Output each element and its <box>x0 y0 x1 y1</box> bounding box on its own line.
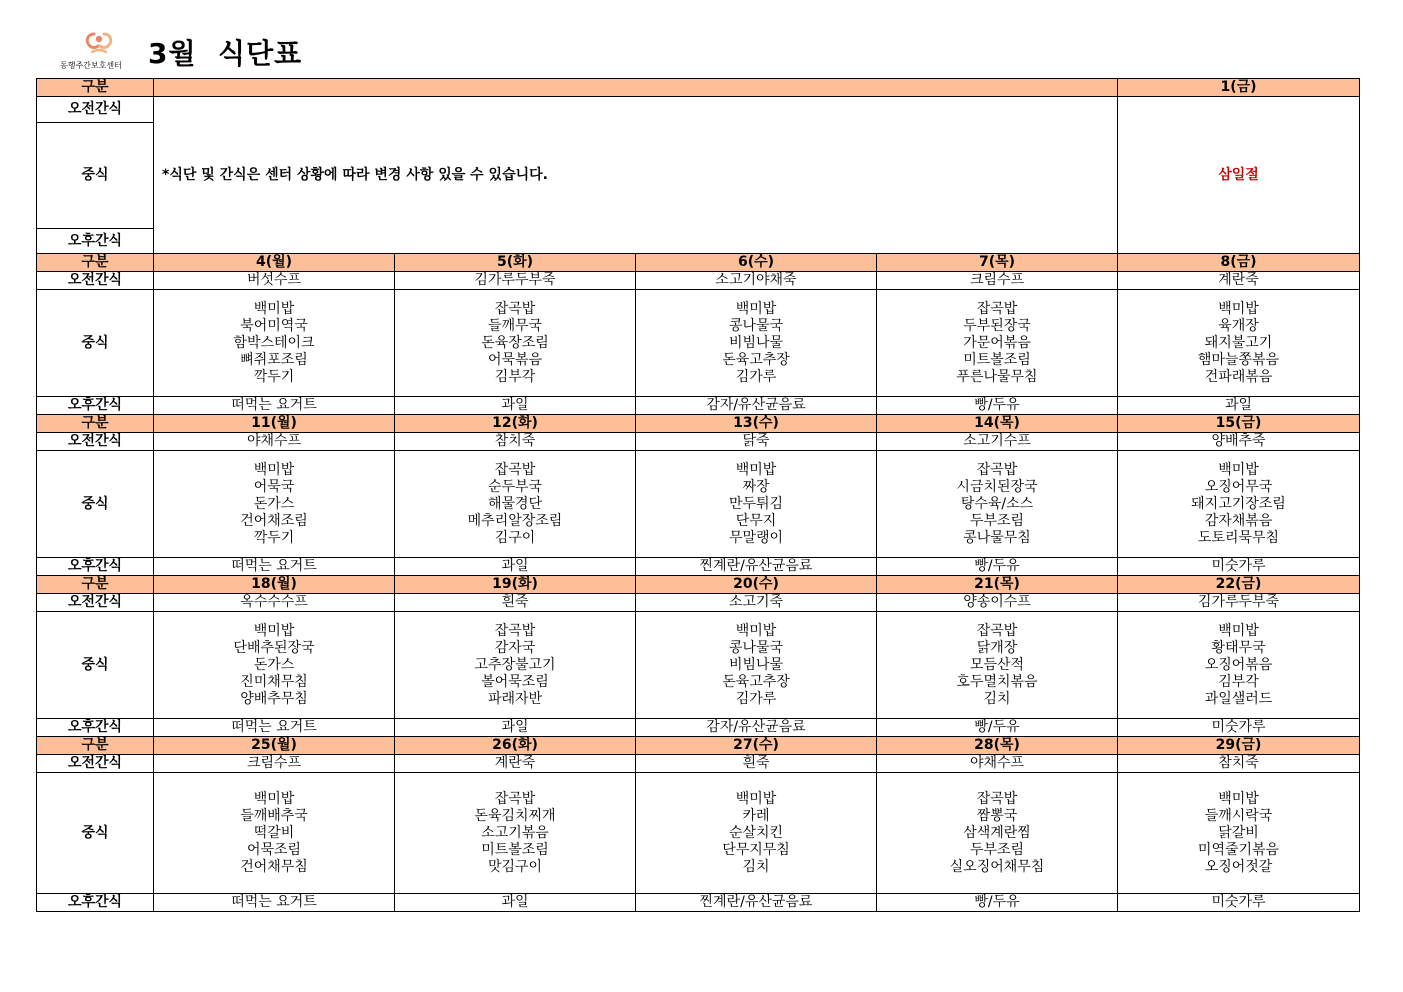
afternoon-snack-cell: 떠먹는 요거트 <box>154 719 395 737</box>
lunch-cell <box>1118 451 1360 558</box>
morning-snack-cell: 김가루두부죽 <box>1118 594 1360 612</box>
dish-item: 들깨시락국 <box>1204 807 1273 824</box>
lunch-cell <box>154 290 395 397</box>
dish-item: 백미밥 <box>1218 790 1259 807</box>
dish-item: 백미밥 <box>253 300 295 317</box>
dish-item: 돈가스 <box>253 495 295 512</box>
afternoon-snack-cell: 미숫가루 <box>1118 558 1360 576</box>
morning-snack-cell: 버섯수프 <box>154 272 395 290</box>
dish-item: 만두튀김 <box>728 495 784 512</box>
morning-snack-label: 오전간식 <box>37 433 154 451</box>
day-header: 5(화) <box>395 254 636 272</box>
dish-item: 잡곡밥 <box>976 790 1018 807</box>
lunch-cell <box>154 451 395 558</box>
dish-item: 카레 <box>742 807 770 824</box>
dish-item: 백미밥 <box>735 622 777 639</box>
afternoon-snack-cell: 미숫가루 <box>1118 894 1360 912</box>
week-4-lunch-row <box>37 773 1360 894</box>
morning-snack-cell: 크림수프 <box>877 272 1118 290</box>
dish-item: 파래자반 <box>487 690 543 707</box>
category-label: 구분 <box>37 576 154 594</box>
dish-item: 콩나물무침 <box>963 529 1031 546</box>
week-4-morning-row <box>37 755 1360 773</box>
dish-item: 무말랭이 <box>728 529 784 546</box>
dish-item: 잡곡밥 <box>494 461 536 478</box>
blank-days-cell <box>154 79 1118 97</box>
dish-item: 볼어묵조림 <box>481 673 549 690</box>
dish-item: 들깨배추국 <box>240 807 308 824</box>
week-2-morning-row <box>37 433 1360 451</box>
dish-item: 돼지고기장조림 <box>1191 495 1286 512</box>
lunch-label: 중식 <box>37 123 154 229</box>
dish-item: 짜장 <box>742 478 770 495</box>
day-header: 18(월) <box>154 576 395 594</box>
morning-snack-cell: 소고기수프 <box>877 433 1118 451</box>
afternoon-snack-cell: 미숫가루 <box>1118 719 1360 737</box>
dish-item: 떡갈비 <box>253 824 295 841</box>
category-label: 구분 <box>37 79 154 97</box>
dish-item: 오징어젓갈 <box>1204 858 1273 875</box>
category-label: 구분 <box>37 737 154 755</box>
meal-plan-table <box>36 78 1360 912</box>
afternoon-snack-cell: 감자/유산균음료 <box>636 397 877 415</box>
page-header <box>60 28 660 76</box>
day-header: 1(금) <box>1118 79 1360 97</box>
org-name: 동행주간보호센터 <box>60 61 122 70</box>
dish-item: 두부된장국 <box>963 317 1031 334</box>
dish-item: 건어채무침 <box>240 858 308 875</box>
dish-item: 콩나물국 <box>728 317 784 334</box>
lunch-cell <box>877 773 1118 894</box>
morning-snack-cell: 계란죽 <box>395 755 636 773</box>
day-header: 22(금) <box>1118 576 1360 594</box>
week-1-morning-row <box>37 272 1360 290</box>
afternoon-snack-cell: 찐계란/유산균음료 <box>636 894 877 912</box>
dish-item: 순두부국 <box>487 478 543 495</box>
dish-item: 김가루 <box>735 368 777 385</box>
morning-snack-cell: 소고기야채죽 <box>636 272 877 290</box>
afternoon-snack-cell: 찐계란/유산균음료 <box>636 558 877 576</box>
lunch-label: 중식 <box>37 451 154 558</box>
dish-item: 김부각 <box>494 368 536 385</box>
lunch-label: 중식 <box>37 773 154 894</box>
morning-snack-label: 오전간식 <box>37 594 154 612</box>
dish-item: 오징어볶음 <box>1204 656 1273 673</box>
afternoon-snack-cell: 과일 <box>395 397 636 415</box>
dish-item: 잡곡밥 <box>494 790 536 807</box>
day-header: 27(수) <box>636 737 877 755</box>
dish-item: 육개장 <box>1218 317 1259 334</box>
lunch-cell <box>154 773 395 894</box>
day-header: 11(월) <box>154 415 395 433</box>
afternoon-snack-cell: 감자/유산균음료 <box>636 719 877 737</box>
dish-item: 탕수육/소스 <box>960 495 1034 512</box>
week-2-header-row <box>37 415 1360 433</box>
lunch-cell <box>1118 612 1360 719</box>
dish-item: 어묵조림 <box>246 841 302 858</box>
day-header: 4(월) <box>154 254 395 272</box>
dish-item: 맛김구이 <box>487 858 543 875</box>
day-header: 28(목) <box>877 737 1118 755</box>
dish-item: 돈가스 <box>253 656 295 673</box>
lunch-cell <box>395 773 636 894</box>
dish-item: 백미밥 <box>735 300 777 317</box>
week-2-lunch-row <box>37 451 1360 558</box>
afternoon-snack-cell: 떠먹는 요거트 <box>154 558 395 576</box>
dish-item: 메추리알장조림 <box>467 512 563 529</box>
dish-item: 짬뽕국 <box>976 807 1018 824</box>
dish-item: 실오징어채무침 <box>949 858 1045 875</box>
morning-snack-cell: 흰죽 <box>636 755 877 773</box>
week-0-header-row <box>37 79 1360 97</box>
dish-item: 뼈쥐포조림 <box>240 351 308 368</box>
lunch-cell <box>636 290 877 397</box>
afternoon-snack-cell: 빵/두유 <box>877 894 1118 912</box>
dish-item: 닭개장 <box>976 639 1018 656</box>
morning-snack-cell: 옥수수수프 <box>154 594 395 612</box>
lunch-label: 중식 <box>37 290 154 397</box>
week-3-lunch-row <box>37 612 1360 719</box>
afternoon-snack-cell: 빵/두유 <box>877 397 1118 415</box>
dish-item: 잡곡밥 <box>976 622 1018 639</box>
morning-snack-cell: 크림수프 <box>154 755 395 773</box>
day-header: 13(수) <box>636 415 877 433</box>
afternoon-snack-cell: 빵/두유 <box>877 719 1118 737</box>
morning-snack-label: 오전간식 <box>37 755 154 773</box>
dish-item: 깍두기 <box>253 368 295 385</box>
dish-item: 콩나물국 <box>728 639 784 656</box>
day-header: 7(목) <box>877 254 1118 272</box>
week-1-afternoon-row <box>37 397 1360 415</box>
dish-item: 호두멸치볶음 <box>956 673 1038 690</box>
afternoon-snack-label: 오후간식 <box>37 558 154 576</box>
morning-snack-cell: 흰죽 <box>395 594 636 612</box>
morning-snack-label: 오전간식 <box>37 97 154 123</box>
dish-item: 함박스테이크 <box>233 334 315 351</box>
dish-item: 어묵국 <box>253 478 295 495</box>
dish-item: 백미밥 <box>1218 300 1259 317</box>
dish-item: 두부조림 <box>969 512 1025 529</box>
day-header: 26(화) <box>395 737 636 755</box>
dish-item: 돈육고추장 <box>722 673 790 690</box>
dish-item: 닭갈비 <box>1218 824 1259 841</box>
dish-item: 단무지무침 <box>722 841 790 858</box>
morning-snack-cell: 양송이수프 <box>877 594 1118 612</box>
day-header: 25(월) <box>154 737 395 755</box>
lunch-cell <box>877 290 1118 397</box>
afternoon-snack-cell: 과일 <box>395 558 636 576</box>
category-label: 구분 <box>37 254 154 272</box>
dish-item: 김가루 <box>735 690 777 707</box>
dish-item: 미트볼조림 <box>963 351 1031 368</box>
dish-item: 백미밥 <box>1218 461 1259 478</box>
week-3-morning-row <box>37 594 1360 612</box>
afternoon-snack-cell: 떠먹는 요거트 <box>154 397 395 415</box>
dish-item: 단무지 <box>735 512 777 529</box>
dish-item: 시금치된장국 <box>956 478 1038 495</box>
dish-item: 푸른나물무침 <box>956 368 1038 385</box>
dish-item: 순살치킨 <box>728 824 784 841</box>
dish-item: 미역줄기볶음 <box>1197 841 1280 858</box>
lunch-cell <box>636 451 877 558</box>
dish-item: 오징어무국 <box>1204 478 1273 495</box>
lunch-cell <box>877 451 1118 558</box>
notice-text: *식단 및 간식은 센터 상황에 따라 변경 사항 있을 수 있습니다. <box>154 97 1118 254</box>
morning-snack-cell: 계란죽 <box>1118 272 1360 290</box>
week-3-afternoon-row <box>37 719 1360 737</box>
day-header: 8(금) <box>1118 254 1360 272</box>
day-header: 29(금) <box>1118 737 1360 755</box>
dish-item: 돈육고추장 <box>722 351 790 368</box>
dish-item: 햄마늘쫑볶음 <box>1197 351 1280 368</box>
morning-snack-cell: 참치죽 <box>1118 755 1360 773</box>
week-3-header-row <box>37 576 1360 594</box>
center-logo <box>60 28 140 76</box>
dish-item: 김치 <box>983 690 1011 707</box>
day-header: 12(화) <box>395 415 636 433</box>
lunch-cell <box>154 612 395 719</box>
morning-snack-cell: 야채수프 <box>154 433 395 451</box>
day-header: 21(목) <box>877 576 1118 594</box>
dish-item: 과일샐러드 <box>1204 690 1273 707</box>
dish-item: 어묵볶음 <box>487 351 543 368</box>
dish-item: 모듬산적 <box>969 656 1025 673</box>
morning-snack-cell: 야채수프 <box>877 755 1118 773</box>
week-1-header-row <box>37 254 1360 272</box>
dish-item: 양배추무침 <box>240 690 308 707</box>
week-4-header-row <box>37 737 1360 755</box>
lunch-cell <box>1118 773 1360 894</box>
afternoon-snack-label: 오후간식 <box>37 229 154 254</box>
logo-icon <box>82 30 116 56</box>
dish-item: 건파래볶음 <box>1204 368 1273 385</box>
dish-item: 소고기볶음 <box>481 824 549 841</box>
dish-item: 돼지불고기 <box>1204 334 1273 351</box>
week-0-morning-row <box>37 97 1360 123</box>
dish-item: 돈육김치찌개 <box>474 807 556 824</box>
afternoon-snack-cell: 과일 <box>1118 397 1360 415</box>
dish-item: 가문어볶음 <box>963 334 1031 351</box>
dish-item: 고추장불고기 <box>474 656 556 673</box>
dish-item: 삼색계란찜 <box>963 824 1031 841</box>
dish-item: 들깨무국 <box>487 317 543 334</box>
dish-item: 백미밥 <box>253 461 295 478</box>
day-header: 15(금) <box>1118 415 1360 433</box>
morning-snack-cell: 참치죽 <box>395 433 636 451</box>
dish-item: 백미밥 <box>253 790 295 807</box>
morning-snack-cell: 김가루두부죽 <box>395 272 636 290</box>
dish-item: 미트볼조림 <box>481 841 549 858</box>
dish-item: 건어채조림 <box>240 512 308 529</box>
morning-snack-label: 오전간식 <box>37 272 154 290</box>
dish-item: 잡곡밥 <box>976 300 1018 317</box>
dish-item: 잡곡밥 <box>976 461 1018 478</box>
dish-item: 백미밥 <box>735 790 777 807</box>
afternoon-snack-label: 오후간식 <box>37 719 154 737</box>
dish-item: 깍두기 <box>253 529 295 546</box>
dish-item: 백미밥 <box>1218 622 1259 639</box>
dish-item: 감자국 <box>494 639 536 656</box>
dish-item: 잡곡밥 <box>494 622 536 639</box>
week-2-afternoon-row <box>37 558 1360 576</box>
day-header: 19(화) <box>395 576 636 594</box>
dish-item: 백미밥 <box>735 461 777 478</box>
dish-item: 감자채볶음 <box>1204 512 1273 529</box>
category-label: 구분 <box>37 415 154 433</box>
dish-item: 두부조림 <box>969 841 1025 858</box>
dish-item: 비빔나물 <box>728 334 784 351</box>
afternoon-snack-cell: 떠먹는 요거트 <box>154 894 395 912</box>
morning-snack-cell: 양배추죽 <box>1118 433 1360 451</box>
dish-item: 황태무국 <box>1211 639 1266 656</box>
lunch-cell <box>636 773 877 894</box>
afternoon-snack-cell: 과일 <box>395 719 636 737</box>
week-4-afternoon-row <box>37 894 1360 912</box>
lunch-cell <box>395 290 636 397</box>
dish-item: 해물경단 <box>487 495 543 512</box>
dish-item: 도토리묵무침 <box>1197 529 1280 546</box>
dish-item: 김구이 <box>494 529 536 546</box>
dish-item: 진미채무침 <box>240 673 308 690</box>
dish-item: 북어미역국 <box>240 317 308 334</box>
dish-item: 김치 <box>742 858 770 875</box>
afternoon-snack-cell: 과일 <box>395 894 636 912</box>
lunch-label: 중식 <box>37 612 154 719</box>
dish-item: 돈육장조림 <box>481 334 549 351</box>
day-header: 6(수) <box>636 254 877 272</box>
day-header: 20(수) <box>636 576 877 594</box>
lunch-cell <box>877 612 1118 719</box>
lunch-cell <box>636 612 877 719</box>
holiday-label: 삼일절 <box>1118 97 1360 254</box>
dish-item: 단배추된장국 <box>233 639 315 656</box>
lunch-cell <box>395 451 636 558</box>
week-1-lunch-row <box>37 290 1360 397</box>
morning-snack-cell: 닭죽 <box>636 433 877 451</box>
page-title: 3월 식단표 <box>148 37 303 70</box>
morning-snack-cell: 소고기죽 <box>636 594 877 612</box>
dish-item: 백미밥 <box>253 622 295 639</box>
lunch-cell <box>395 612 636 719</box>
dish-item: 김부각 <box>1218 673 1259 690</box>
afternoon-snack-label: 오후간식 <box>37 894 154 912</box>
dish-item: 비빔나물 <box>728 656 784 673</box>
afternoon-snack-label: 오후간식 <box>37 397 154 415</box>
afternoon-snack-cell: 빵/두유 <box>877 558 1118 576</box>
lunch-cell <box>1118 290 1360 397</box>
day-header: 14(목) <box>877 415 1118 433</box>
dish-item: 잡곡밥 <box>494 300 536 317</box>
